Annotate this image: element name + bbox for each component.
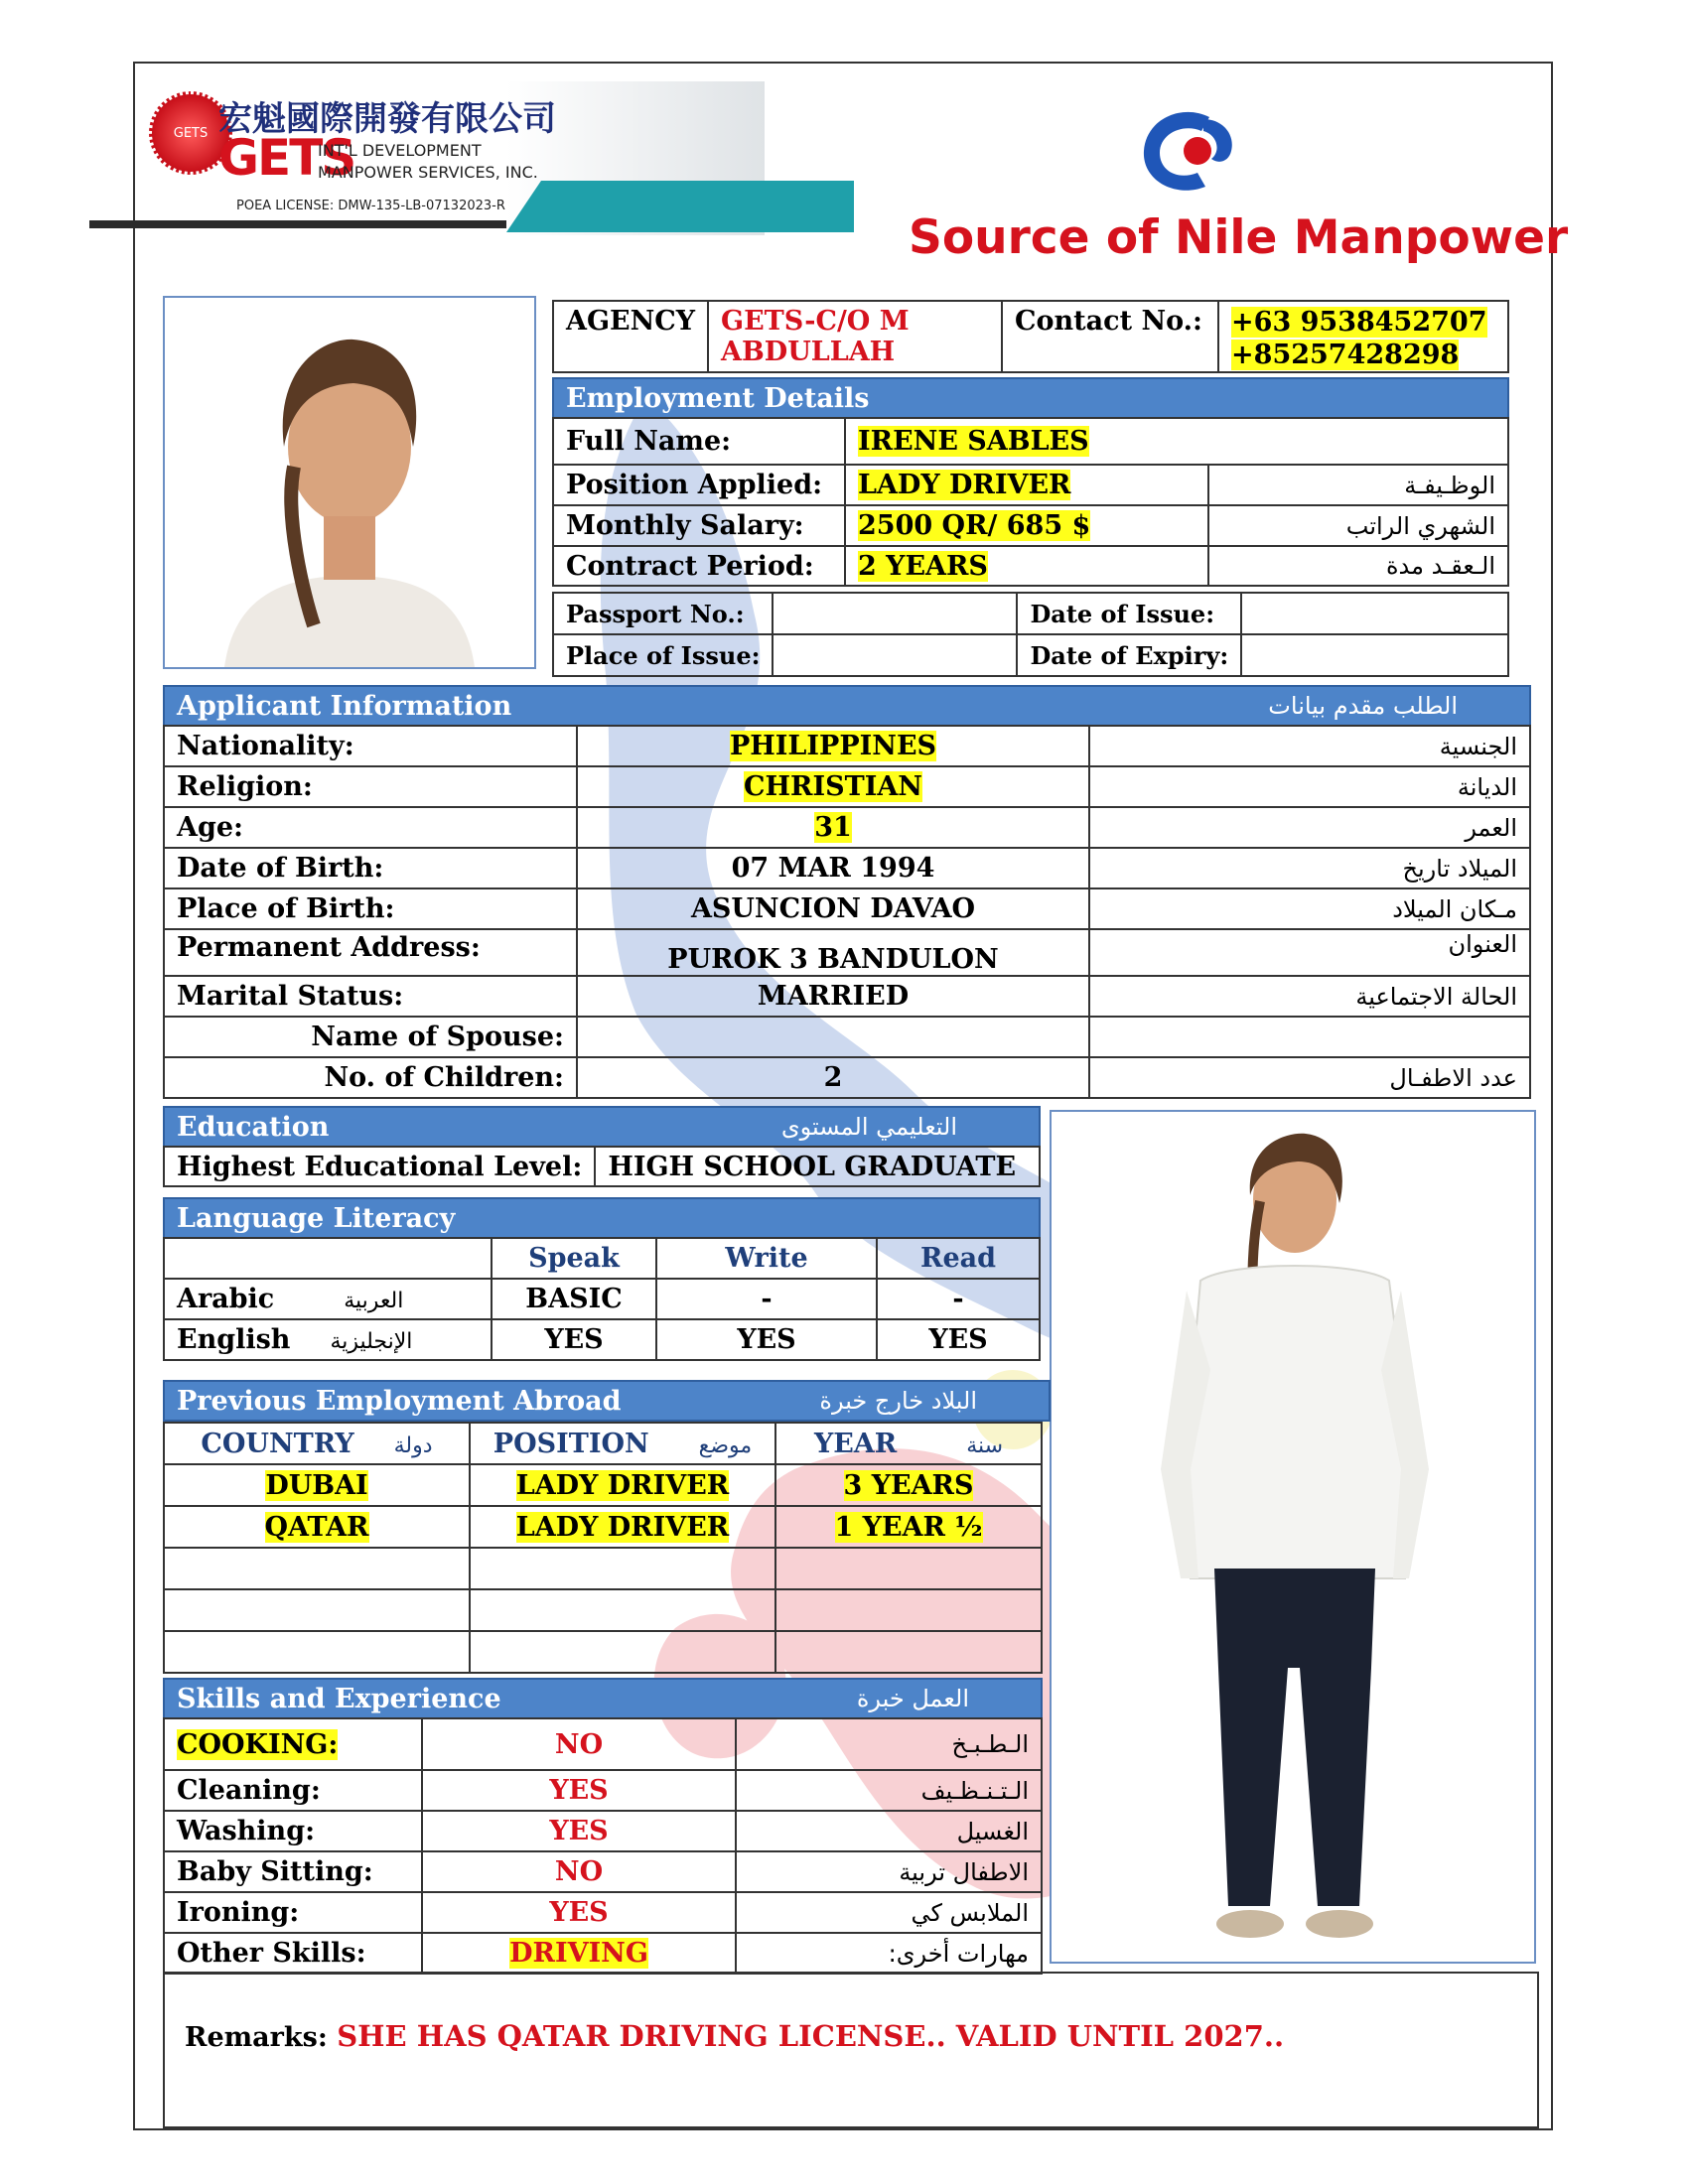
read-header: Read [877,1238,1040,1279]
baby-sitting-ar: الاطفال تربية [736,1851,1042,1892]
table-row [164,1319,1040,1360]
cleaning-label: Cleaning: [164,1770,422,1811]
prev-position-4 [470,1589,775,1631]
children-label: No. of Children: [164,1057,577,1098]
prev-year-4 [775,1589,1042,1631]
skills-table [163,1717,1043,1975]
english-read: YES [877,1319,1040,1360]
education-level-label: Highest Educational Level: [164,1147,595,1186]
english-write: YES [656,1319,877,1360]
skills-header [163,1678,1043,1719]
logo-stripe [89,220,506,228]
age-label: Age: [164,807,577,848]
prev-country-2: QATAR [164,1506,470,1548]
position-applied-value: LADY DRIVER [845,465,1208,505]
other-skills-ar: مهارات أخرى: [736,1933,1042,1974]
date-of-issue-value [1241,593,1508,634]
contract-period-value: 2 YEARS [845,546,1208,586]
baby-sitting-value: NO [422,1851,736,1892]
pob-ar: مـكان الميلاد [1089,888,1530,929]
contact-label: Contact No.: [1002,301,1218,372]
table-row [164,1506,1042,1548]
position-header: POSITION موضع [470,1423,775,1464]
source-of-nile-logo-icon [1132,99,1251,199]
applicant-info-header [163,685,1531,727]
applicant-table [163,725,1531,1099]
phone-1: +63 9538452707 [1231,307,1487,338]
table-row [164,1279,1040,1319]
marital-status-value: MARRIED [577,976,1089,1017]
partner-name: Source of Nile Manpower [909,210,1569,265]
age-value: 31 [577,807,1089,848]
education-title: Education [177,1111,330,1143]
logo-teal-stripe [506,181,854,232]
date-of-issue-label: Date of Issue: [1017,593,1241,634]
table-row [164,1892,1042,1933]
gets-line1: INT'L DEVELOPMENT [318,141,482,160]
language-literacy-header [163,1197,1041,1239]
baby-sitting-label: Baby Sitting: [164,1851,422,1892]
prev-position-5 [470,1631,775,1673]
previous-employment-title: Previous Employment Abroad [177,1385,622,1417]
spouse-label: Name of Spouse: [164,1017,577,1057]
dob-ar: الميلاد تاريخ [1089,848,1530,888]
cooking-value: NO [422,1718,736,1770]
table-row [164,1851,1042,1892]
full-name-value: IRENE SABLES [845,418,1508,465]
pob-value: ASUNCION DAVAO [577,888,1089,929]
cleaning-ar: الـتـنـظـيف [736,1770,1042,1811]
prev-position-3 [470,1548,775,1589]
phone-2: +85257428298 [1231,340,1460,370]
language-table [163,1237,1041,1361]
marital-status-ar: الحالة الاجتماعية [1089,976,1530,1017]
table-row [164,766,1530,807]
full-name-label: Full Name: [553,418,845,465]
passport-table [552,592,1509,677]
remarks-text: SHE HAS QATAR DRIVING LICENSE.. VALID UNTIL 2027.. [337,2019,1285,2053]
education-header [163,1106,1041,1148]
speak-header: Speak [492,1238,656,1279]
monthly-salary-value: 2500 QR/ 685 $ [845,505,1208,546]
washing-value: YES [422,1811,736,1851]
other-skills-label: Other Skills: [164,1933,422,1974]
ironing-value: YES [422,1892,736,1933]
arabic-write: - [656,1279,877,1319]
gets-chinese-name: 宏魁國際開發有限公司 [218,99,556,139]
prev-country-4 [164,1589,470,1631]
table-row [164,1464,1042,1506]
agency-value: GETS-C/O M ABDULLAH [708,301,1002,372]
prev-position-2: LADY DRIVER [470,1506,775,1548]
pob-label: Place of Birth: [164,888,577,929]
children-value: 2 [577,1057,1089,1098]
english-lang-cell: English الإنجليزية [164,1319,492,1360]
remarks-label: Remarks: [185,2022,328,2053]
previous-employment-header [163,1380,1051,1422]
ironing-ar: الملابس كي [736,1892,1042,1933]
gets-line2: MANPOWER SERVICES, INC. [318,163,538,182]
washing-ar: الغسيل [736,1811,1042,1851]
education-level-value: HIGH SCHOOL GRADUATE [595,1147,1040,1186]
arabic-lang-cell: Arabic العربية [164,1279,492,1319]
employment-table [552,417,1509,587]
employment-details-title: Employment Details [566,382,870,414]
table-row [164,1811,1042,1851]
table-row [164,929,1530,976]
nationality-value: PHILIPPINES [577,726,1089,766]
prev-country-5 [164,1631,470,1673]
remarks-box [163,1972,1539,2128]
agency-label: AGENCY [553,301,708,372]
table-row [164,1017,1530,1057]
language-literacy-title: Language Literacy [177,1202,456,1234]
nationality-label: Nationality: [164,726,577,766]
place-of-issue-label: Place of Issue: [553,634,773,676]
contact-numbers [1218,301,1508,372]
previous-employment-table [163,1422,1043,1674]
date-of-expiry-value [1241,634,1508,676]
passport-label: Passport No.: [553,593,773,634]
headshot-photo [163,296,536,669]
language-header-blank [164,1238,492,1279]
agency-table [552,300,1509,373]
prev-year-5 [775,1631,1042,1673]
country-header: COUNTRY دولة [164,1423,470,1464]
monthly-salary-ar: الشهري الراتب [1208,505,1508,546]
full-body-photo [1050,1110,1536,1964]
washing-label: Washing: [164,1811,422,1851]
religion-ar: الديانة [1089,766,1530,807]
gets-logo [89,81,765,240]
spouse-value [577,1017,1089,1057]
prev-year-1: 3 YEARS [775,1464,1042,1506]
table-row [164,848,1530,888]
prev-country-1: DUBAI [164,1464,470,1506]
prev-position-1: LADY DRIVER [470,1464,775,1506]
applicant-info-title-ar: الطلب مقدم بيانات [1268,692,1458,720]
skills-title: Skills and Experience [177,1683,501,1714]
passport-value [773,593,1017,634]
table-row [164,726,1530,766]
prev-country-3 [164,1548,470,1589]
age-ar: العمر [1089,807,1530,848]
education-title-ar: التعليمي المستوى [780,1113,957,1141]
table-row [164,888,1530,929]
english-speak: YES [492,1319,656,1360]
education-table [163,1146,1041,1187]
gets-badge-icon: GETS [149,91,232,175]
date-of-expiry-label: Date of Expiry: [1017,634,1241,676]
position-applied-ar: الوظـيفـة [1208,465,1508,505]
address-value: PUROK 3 BANDULON [577,929,1089,976]
gets-name: GETS [218,129,355,187]
other-skills-value: DRIVING [422,1933,736,1974]
religion-value: CHRISTIAN [577,766,1089,807]
table-row [164,1933,1042,1974]
table-row [164,1770,1042,1811]
skills-title-ar: العمل خبرة [856,1685,969,1712]
table-row [164,1057,1530,1098]
table-row [164,976,1530,1017]
monthly-salary-label: Monthly Salary: [553,505,845,546]
applicant-info-title: Applicant Information [177,690,512,722]
cooking-label: COOKING: [164,1718,422,1770]
contract-period-ar: الـعقـد مدة [1208,546,1508,586]
children-ar: عدد الاطفـال [1089,1057,1530,1098]
nationality-ar: الجنسية [1089,726,1530,766]
prev-year-3 [775,1548,1042,1589]
dob-value: 07 MAR 1994 [577,848,1089,888]
write-header: Write [656,1238,877,1279]
place-of-issue-value [773,634,1017,676]
position-applied-label: Position Applied: [553,465,845,505]
cooking-ar: الـطـبـخ [736,1718,1042,1770]
employment-details-header [552,377,1509,419]
address-label: Permanent Address: [164,929,577,976]
table-row [164,1718,1042,1770]
year-header: YEAR سنة [775,1423,1042,1464]
table-row [164,1631,1042,1673]
address-ar: العنوان [1089,929,1530,976]
marital-status-label: Marital Status: [164,976,577,1017]
gets-license: POEA LICENSE: DMW-135-LB-07132023-R [236,199,505,213]
cleaning-value: YES [422,1770,736,1811]
ironing-label: Ironing: [164,1892,422,1933]
arabic-speak: BASIC [492,1279,656,1319]
dob-label: Date of Birth: [164,848,577,888]
contract-period-label: Contract Period: [553,546,845,586]
religion-label: Religion: [164,766,577,807]
prev-year-2: 1 YEAR ½ [775,1506,1042,1548]
table-row [164,1548,1042,1589]
remarks-line [185,2019,1284,2053]
table-row [164,1589,1042,1631]
arabic-read: - [877,1279,1040,1319]
spouse-ar [1089,1017,1530,1057]
table-row [164,807,1530,848]
previous-employment-title-ar: البلاد خارج خبرة [819,1387,977,1415]
